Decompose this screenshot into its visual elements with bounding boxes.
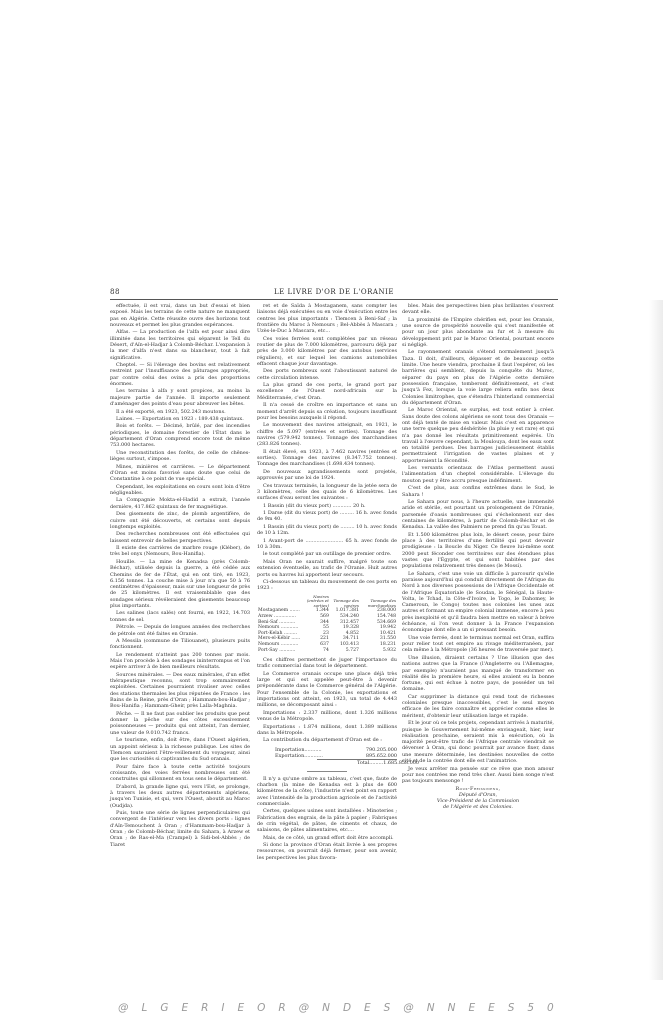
table-cell: Mostaganem ....... <box>258 608 300 614</box>
paragraph: D'abord, la grande ligne qui, vers l'Est, se prolonge, à travers les deux autres départements algériens, jusqu'en Tunisie, et qui, vers l'Ouest, aboutit au Maroc (Oudjda). <box>110 783 250 809</box>
imports-label: Importation........... <box>275 746 322 753</box>
table-cell: 534.240 <box>339 613 359 619</box>
imports-value: 790.205.000 <box>365 746 397 753</box>
table-cell: Nemours ............ <box>258 625 299 631</box>
column2-intro <box>257 303 397 592</box>
paragraph: bles. Mais des perspectives bien plus brillantes s'ouvrent devant elle. <box>402 303 554 316</box>
table-cell: 534.669 <box>377 619 396 625</box>
total-label: Total......... <box>357 760 384 767</box>
paragraph: C'est de plus, aux confins extrêmes dans le Sud, le Sahara ! <box>402 485 554 498</box>
ports-table-header <box>257 595 397 609</box>
paragraph: Houille. — La mine de Kenadsa (près Colomb-Béchar), utilisée depuis la guerre, a été cédée aux Chemins de fer de l'État, qui en ont tiré, en 1923, 6.156 tonnes. La couche mise à jour n'a que 50 à 76 centimètres d'épaisseur, mais sur une longueur de près de 25 kilomètres. Il est vraisemblable que des sondages sérieux révéleraient des gisements beaucoup plus importants. <box>110 558 250 609</box>
paragraph: Les salines (lacs salés) ont fourni, en 1922, 14.703 tonnes de sel. <box>110 610 250 623</box>
watermark-char: L <box>141 1002 148 1014</box>
column2-trade-text <box>257 657 397 744</box>
paragraph: Le Maroc Oriental, se surplus, est tout entier à créer. Sans doute des colons algériens se sont tous des Oranais — ont déjà tenté de mise en valeur. Mais c'est en apparence une terre quelque peu déshéritée (la pluie y est rare) et qui n'a pas donné les résultats primitivement espérés. Un travail à l'œuvre cependant, la Moulouya, dont les eaux sont en totalité perdues. Des barrages judicieusement établis permettraient l'irrigation de vastes plaines et y apporteraient la fécondité. <box>402 407 554 464</box>
watermark-char: 5 <box>527 1002 535 1014</box>
watermark-char: 0 <box>547 1002 554 1014</box>
watermark-char: R <box>201 1002 209 1014</box>
watermark-char: O <box>257 1002 266 1014</box>
paragraph: effectuée, il est vrai, dans un but d'essai et bien exposé. Mais les terrains de cette nature ne manquent pas en Algérie. Cette réussite ouvre des horizons tout nouveaux et permet les plus grandes espérances. <box>110 303 250 328</box>
author-title-1: Député d'Oran, <box>458 791 498 798</box>
watermark-char: N <box>447 1002 456 1014</box>
paragraph: Ces voies ferrées sont complétées par un réseau routier de plus de 7.000 kilomètres, parcouru déjà par près de 3.000 kilomètres par des autobus (services réguliers), et sur lequel les camions automobiles effacent chaque jour davantage. <box>257 335 397 367</box>
paragraph: Le tourisme, enfin, doit être, dans l'Ouest algérien, un appoint sérieux à la richesse publique. Les sites de Tlemcen sauraient l'être-veillement du voyageur, ainsi que les curiosités si captivantes du Sud oranais. <box>110 737 250 763</box>
ports-column-header <box>257 595 301 609</box>
table-cell: 74 <box>323 647 329 653</box>
page-edge-shadow <box>649 300 663 980</box>
table-cell: Beni-Saf ........... <box>258 619 296 625</box>
author-name: Roux-Freissineng, <box>455 785 501 792</box>
paragraph: Cependant, les exploitations en cours sont loin d'être négligeables. <box>110 483 250 496</box>
paragraph: La contribution du département d'Oran est de : <box>263 737 382 744</box>
paragraph: Bois et forêts. — Décimé, brûlé, par des incendies périodiques, le domaine forestier de l'État dans le département d'Oran comprend encore tout de même 753.000 hectares. <box>110 423 250 449</box>
text-column-2 <box>257 303 420 973</box>
paragraph: Ci-dessous un tableau du mouvement de ces ports en 1923 : <box>257 578 397 592</box>
trade-summary <box>257 746 420 767</box>
watermark-char: S <box>507 1002 515 1014</box>
paragraph: Il n'y a qu'une ombre au tableau, c'est que, faute de charbon (la mine de Kenadsa est à plus de 600 kilomètres de la côte), l'industrie n'est point en rapport avec l'intensité de la production agricole et de l'activité commerciale. <box>257 775 397 807</box>
watermark-char: E <box>468 1002 476 1014</box>
paragraph: Puis, toute une série de lignes perpendiculaires qui convergent de l'intérieur vers les divers ports : lignes d'Aïn-Temouchent à Oran ; d'Hammam-bou-Hadjar à Oran ; de Colomb-Béchar, limite du Sahara, à Arzew et Oran ; de Ras-el-Ma (Crampel) à Sidi-bel-Abbès ; de Tiaret <box>110 810 250 848</box>
ports-column-header: Tonnage des marchandises <box>367 598 396 608</box>
ports-table <box>257 595 397 654</box>
table-cell: 312.457 <box>339 619 359 625</box>
watermark-char: E <box>488 1002 495 1014</box>
table-cell: Port-Say ........... <box>258 647 296 653</box>
ports-table-body <box>257 608 397 653</box>
watermark-char: E <box>181 1002 189 1014</box>
table-cell: 344 <box>320 619 329 625</box>
paragraph: Mines, minières et carrières. — Le département d'Oran est moins favorisé sans doute que celui de Constantine à ce point de vue spécial. <box>110 463 250 483</box>
table-cell: 221 <box>320 636 329 642</box>
table-cell: 154.748 <box>377 613 396 619</box>
table-cell: 103.413 <box>339 641 359 647</box>
paragraph: Le Sahara, c'est une voie un difficile à parcourir qu'elle paraisse aujourd'hui qui conduit directement de l'Afrique du Nord à nos diverses possessions de l'Afrique Occidentale et de l'Afrique Équatoriale (le Soudan, le Sénégal, la Haute-Volta, le Tchad, la Côte-d'Ivoire, le Togo, le Dahomey, le Cameroun, le Congo) toutes nos colonies les unes aux autres et formant un empire colonial immense, encore à peu près inexploité et qu'il faudra bien mettre en valeur à brève échéance, si l'on veut donner à la France l'expansion économique dont elle a un si pressant besoin. <box>402 570 554 634</box>
paragraph: Des ports nombreux sont l'aboutissant naturel de cette circulation intense. <box>257 368 397 381</box>
paragraph: Il a été exporté, en 1923, 502.243 moutons. <box>116 408 226 415</box>
table-cell: 5.727 <box>345 647 359 653</box>
paragraph: De nouveaux agrandissements sont projetés, approuvés par une loi de 1924. <box>257 468 397 482</box>
paragraph: A Messila (commune de Tiliouanet), plusieurs puits fonctionnent. <box>110 638 250 651</box>
paragraph: 1 Darse (dit du vieux port) de ......... 16 h. avec fonds de 9m 40. <box>257 510 397 523</box>
watermark-char: I <box>221 1002 225 1014</box>
page-header <box>110 287 558 300</box>
watermark-char: E <box>237 1002 245 1014</box>
table-cell: 10.421 <box>379 630 396 636</box>
table-cell: Arzew ............... <box>258 613 296 619</box>
paragraph: Pétrole. — Depuis de longues années des recherches de pétrole ont été faites en Oranie. <box>110 624 250 637</box>
table-cell: 23 <box>323 630 329 636</box>
table-cell: 569 <box>320 613 329 619</box>
watermark-char: G <box>160 1002 169 1014</box>
paragraph: Le rayonnement oranais s'étend normalement jusqu'à Taza. Il doit, d'ailleurs, dépasser et de beaucoup cette limite. Une heure viendra, prochaine il faut l'espérer, où les barrières qui semblent, depuis la conquête du Maroc, séparer du pays en plus de l'Algérie cette dernière possession française, tomberont définitivement, et c'est jusqu'à Fez, lorsque la voie large reliera enfin nos deux Colonies limitrophes, que s'étendra l'hinterland commercial du département d'Oran. <box>402 349 554 406</box>
author-title-2: Vice-Président de la Commission <box>436 798 520 805</box>
paragraph: Ces travaux terminés, la longueur de la jetée sera de 3 kilomètres, celle des quais de 6 kilomètres. Les surfaces d'eau seront les suivantes : <box>257 482 397 502</box>
paragraph: Pour faire face à toute cette activité toujours croissante, des voies ferrées nombreuses ont été construites qui sillonnent en tous sens le département. <box>110 763 250 783</box>
table-cell: Nemours ............ <box>258 641 299 647</box>
paragraph: Une reconstitution des forêts, de celle de chênes-lièges surtout, s'impose. <box>110 449 250 463</box>
paragraph: Le rendement n'atteint pas 200 tonnes par mois. Mais l'on procède à des sondages ininterrompus et l'on espère arriver à de bien meilleurs résultats. <box>110 651 250 671</box>
paragraph: Il était élevé, en 1923, à 7.462 navires (entrées et sorties). Tonnage des navires (8.347.752 tonnes). Tonnage des marchandises (1.698.434 tonnes). <box>257 448 397 468</box>
watermark-char: N <box>322 1002 330 1014</box>
paragraph: Mais Oran ne saurait suffire, malgré toute son extension éventuelle, au trafic de l'Oranie. Huit autres ports ou havres lui apportent leur secours. <box>257 558 397 578</box>
table-cell: 637 <box>320 641 329 647</box>
text-column-1 <box>110 303 250 973</box>
total-value: 1.685.858.000 <box>383 760 420 767</box>
author-title-3: de l'Algérie et des Colonies. <box>443 804 513 811</box>
paragraph: La plus grand de ces ports, le grand port par excellence de l'Ouest nord-africain sur la Méditerranée, c'est Oran. <box>257 382 397 401</box>
table-cell: 34.711 <box>342 636 359 642</box>
section-divider <box>307 771 347 772</box>
paragraph: Il existe des carrières de marbre rouge (Kléber), de très bel onyx (Nemours, Bou-Hanifia). <box>110 545 250 558</box>
paragraph: Laines. — Exportation en 1923 : 189.438 quintaux. <box>116 415 244 422</box>
table-cell: 4.852 <box>345 630 359 636</box>
ports-column-header: Tonnage des navires <box>333 598 359 608</box>
paragraph: La proximité de l'Empire chérifien est, pour les Oranais, une source de prospérité nouvelle qui s'est manifestée et pour un jour plus abondante au fur et à mesure du développement prit par le Maroc Oriental, pourtant encore si négligé. <box>402 316 554 348</box>
page-number: 88 <box>110 288 120 296</box>
paragraph: Des recherches nombreuses ont été effectuées qui laissent entrevoir de belles perspectives. <box>110 531 250 544</box>
paragraph: Des gisements de zinc, de plomb argentifère, de cuivre ont été découverts, et certains sont depuis longtemps exploités. <box>110 511 250 530</box>
paragraph: Importations : 2.337 millions, dont 1.326 millions venus de la Métropole. <box>257 709 397 723</box>
paragraph: 1 Avant-port de ........................ 65 h. avec fonds de 10 à 30m. <box>257 537 397 550</box>
paragraph: Alfas. — La production de l'alfa est pour ainsi dire illimitée dans les territoires qui séparent le Tell du Désert, d'Aïn-el-Hadjar à Colomb-Béchar. L'expansion à la mer d'alfa n'est dans sa blancheur, tout à fait significative. <box>110 329 250 361</box>
paragraph: Les versants orientaux de l'Atlas permettent aussi l'alimentation d'un cheptel considérable. L'élevage du mouton peut y être accru presque indéfiniment. <box>402 465 554 484</box>
paragraph: le tout complété par un outillage de premier ordre. <box>263 551 392 558</box>
paragraph: Et 1.500 kilomètres plus loin, le désert cesse, pour faire place à des territoires d'une fertilité qui peut devenir prodigieuse : la Boucle du Niger. Ce fleuve lui-même sont 2000 peut féconder ces territoires sur des étendues plus vastes que l'Égypte, et qui sont habitées par des populations relativement très denses (le Mossi). <box>402 531 554 570</box>
table-cell: 19.942 <box>379 625 396 631</box>
table-cell: 1.017.381 <box>335 608 359 614</box>
exports-value: 895.652.000 <box>365 753 397 760</box>
paragraph: Sources minérales. — Des eaux minérales, d'un effet thérapeutique reconnu, sont trop sommairement exploitées. Certaines pourraient rivaliser avec celles des stations thermales les plus réputées de France : les Bains de la Reine, près d'Oran ; Hammam-bou-Hadjar ; Bou-Hanifia ; Hammam-Gheir, près Lalla-Maghnia. <box>110 671 250 710</box>
running-title: LE LIVRE D'OR DE L'ORANIE <box>274 288 394 296</box>
table-cell: 1.344 <box>315 608 329 614</box>
watermark-char: N <box>426 1002 435 1014</box>
paragraph: Le mouvement des navires atteignait, en 1921, le chiffre de 5.097 (entrées et sorties). Tonnage des navires (579.942 tonnes). Tonnage des marchandises (283.826 tonnes). <box>257 422 397 448</box>
signature-block <box>402 786 554 811</box>
table-cell: 19.328 <box>342 625 359 631</box>
table-row <box>257 648 397 654</box>
paragraph: Il n'a cessé de croître en importance et sans un moment d'arrêt depuis sa création, toujours insuffisant pour les besoins auxquels il répond. <box>257 402 397 421</box>
column2-conclusion <box>257 776 397 861</box>
watermark-char: @ <box>298 1002 310 1014</box>
paragraph: Pêche. — Il ne faut pas oublier les produits que peut donner la pêche sur des côtes excessivement poissonneuses — produits qui ont atteint, l'an dernier, une valeur de 9.010.742 francs. <box>110 710 250 736</box>
text-column-3 <box>402 303 554 973</box>
paragraph: 1 Bassin (dit du vieux port) ............ 20 h. <box>263 502 366 509</box>
paragraph: Si donc la province d'Oran était livrée à ses propres ressources, on pourrait déjà fermer, pour son avenir, les perspectives les plus favora- <box>257 842 397 861</box>
paragraph: ret et de Saïda à Mostaganem, sans compter les liaisons déjà exécutées ou en voie d'exécution entre les centres les plus importants : Tlemcen à Beni-Saf ; la frontière du Maroc à Nemours ; Bel-Abbès à Mascara ; Uzès-le-Duc à Mascara, etc... <box>257 303 397 335</box>
total-row <box>317 759 420 767</box>
paragraph: 1 Bassin (dit du vieux port) de ......... 10 h. avec fonds de 10 à 12m. <box>257 523 397 537</box>
table-cell: Mers-el-Kébir ...... <box>258 636 301 642</box>
paragraph: Exportations : 1.874 millions, dont 1.389 millions dans la Métropole. <box>257 723 397 736</box>
paragraph: Une voie ferrée, dont le terminus normal est Oran, suffira pour relier tout cet empire au rivage méditerranéen, par cela même à la Métropole (36 heures de traversée par mer). <box>402 634 554 654</box>
watermark-char: S <box>383 1002 391 1014</box>
table-cell: 55 <box>323 625 329 631</box>
table-cell: 5.932 <box>382 647 396 653</box>
paragraph: Mais, de ce côté, un grand effort doit être accompli. <box>263 834 394 841</box>
table-cell: 18.231 <box>379 641 396 647</box>
watermark-char: E <box>364 1002 371 1014</box>
paragraph: Ces chiffres permettent de juger l'importance du trafic commercial dans tout le département. <box>257 657 397 670</box>
table-cell: Port-Kelah ......... <box>258 630 298 636</box>
watermark-char: @ <box>403 1002 414 1014</box>
watermark-char: R <box>278 1002 286 1014</box>
paragraph: La Compagnie Mokta-el-Hadid a extrait, l'année dernière, 417.862 quintaux de fer magnétique. <box>110 497 250 510</box>
watermark-char: @ <box>118 1002 129 1014</box>
ports-column-header: Navires (entrées et sorties) <box>306 593 329 608</box>
watermark-char: D <box>342 1002 352 1014</box>
paragraph: Le Commerce oranais occupe une place déjà très large et qui est appelée peut-être à devenir prépondérante dans le Commerce général de l'Algérie. Pour l'ensemble de la Colonie, les exportations et importations ont atteint, en 1923, un total de 4.443 millions, se décomposant ainsi : <box>257 670 397 709</box>
paragraph: Je veux arrêter ma pensée sur ce rêve que mon amour pour nos contrées me rend très cher. Aussi bien songe n'est pas toujours mensonge ! <box>402 765 554 785</box>
watermark-footer <box>118 1001 554 1015</box>
table-cell: 31.550 <box>379 636 396 642</box>
exports-label: Exportation............ <box>275 753 323 760</box>
paragraph: Cheptel. — Si l'élevage des bovins est relativement restreint par l'insuffisance des pâturages appropriés, par contre celui des ovins a pris des proportions énormes. <box>110 362 250 387</box>
paragraph: Et le jour où ce tels projets, cependant arrivés à maturité, puisque le Gouvernement lui-même envisageait, hier, leur réalisation prochaine, seraient mis à exécution, où la majorité peut-être trafic de l'Afrique centrale viendrait se déverser à Oran, qui donc pourrait par avance fixer, dans une mesure déterminée, les destinées nouvelles de cette cité et de la contrée dont elle est l'animatrice. <box>402 720 554 765</box>
paragraph: Certes, quelques usines sont installées : Minoteries ; Fabrication des engrais, de la pâte à papier ; Fabriques de crin végétal, de pâtes, de ciments et chaux, de salaisons, de pâtes alimentaires, etc.... <box>257 808 397 834</box>
paragraph: Les terrains à alfa y sont propices, au moins la majeure partie de l'année. Il importe seulement d'aménager des points d'eau pour abreuver les bêtes. <box>110 388 250 408</box>
paragraph: Le Sahara pour nous, à l'heure actuelle, une immensité aride et stérile, est pourtant un prolongement de l'Oranie, parsemée d'oasis nombreuses qui s'échelonnent sur des centaines de kilomètres, à partir de Colomb-Béchar et de Kenadsa. La vallée des Palmiers ne prend fin qu'au Touat. <box>402 499 554 531</box>
paragraph: Car supprimer la distance qui rend tout de richesses coloniales presque inaccessibles, c'est le seul moyen efficace de les faire connaître et apprécier comme elles le méritent, d'obtenir leur utilisation large et rapide. <box>402 693 554 719</box>
column3-paragraphs <box>402 303 554 784</box>
table-cell: 238.000 <box>377 608 396 614</box>
paragraph: Une illusion, diraient certains ? Une illusion que des nations autres que la France (l'Angleterre ou l'Allemagne, par exemple) n'auraient pas manqué de transformer en réalité dès la première heure, si elles avaient eu la bonne fortune, qui est échue à notre pays, de posséder un tel domaine. <box>402 654 554 693</box>
